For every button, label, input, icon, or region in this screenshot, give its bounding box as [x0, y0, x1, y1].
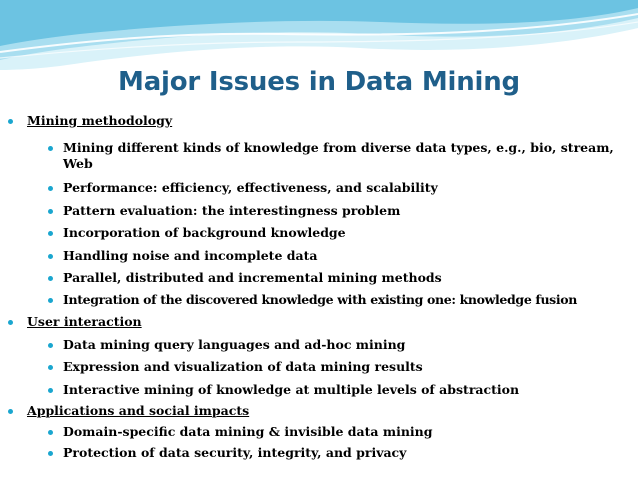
- bullet-icon: [48, 276, 53, 281]
- bullet-icon: [48, 254, 53, 259]
- bullet-icon: [48, 430, 53, 435]
- list-item-label: Data mining query languages and ad-hoc mining: [63, 337, 406, 352]
- list-item-label: Interactive mining of knowledge at multiple levels of abstraction: [63, 382, 520, 397]
- bullet-icon: [8, 320, 13, 325]
- list-item-label: Incorporation of background knowledge: [63, 225, 346, 240]
- bullet-icon: [8, 119, 13, 124]
- list-item-label: Protection of data security, integrity, and privacy: [63, 445, 407, 460]
- list-item-label: Pattern evaluation: the interestingness problem: [63, 203, 401, 218]
- bullet-icon: [48, 365, 53, 370]
- bullet-icon: [8, 409, 13, 414]
- list-item-label: Integration of the discovered knowledge with existing one: knowledge fusion: [63, 292, 577, 307]
- bullet-icon: [48, 343, 53, 348]
- bullet-icon: [48, 209, 53, 214]
- section-heading-label: Mining methodology: [27, 113, 173, 128]
- bullet-icon: [48, 298, 53, 303]
- slide-title: Major Issues in Data Mining: [118, 67, 520, 97]
- bullet-icon: [48, 388, 53, 393]
- section-heading-label: Applications and social impacts: [27, 403, 250, 418]
- bullet-icon: [48, 146, 53, 151]
- bullet-icon: [48, 231, 53, 236]
- header-wave-decoration: [0, 0, 638, 70]
- bullet-icon: [48, 451, 53, 456]
- list-item-label: Performance: efficiency, effectiveness, and scalability: [63, 180, 438, 195]
- list-item-label: Handling noise and incomplete data: [63, 248, 318, 263]
- list-item-label: Mining different kinds of knowledge from diverse data types, e.g., bio, stream, Web: [63, 140, 614, 171]
- list-item-label: Parallel, distributed and incremental mining methods: [63, 270, 442, 285]
- section-heading-label: User interaction: [27, 314, 142, 329]
- list-item-label: Domain-specific data mining & invisible data mining: [63, 424, 433, 439]
- list-item-label: Expression and visualization of data mining results: [63, 359, 423, 374]
- bullet-icon: [48, 186, 53, 191]
